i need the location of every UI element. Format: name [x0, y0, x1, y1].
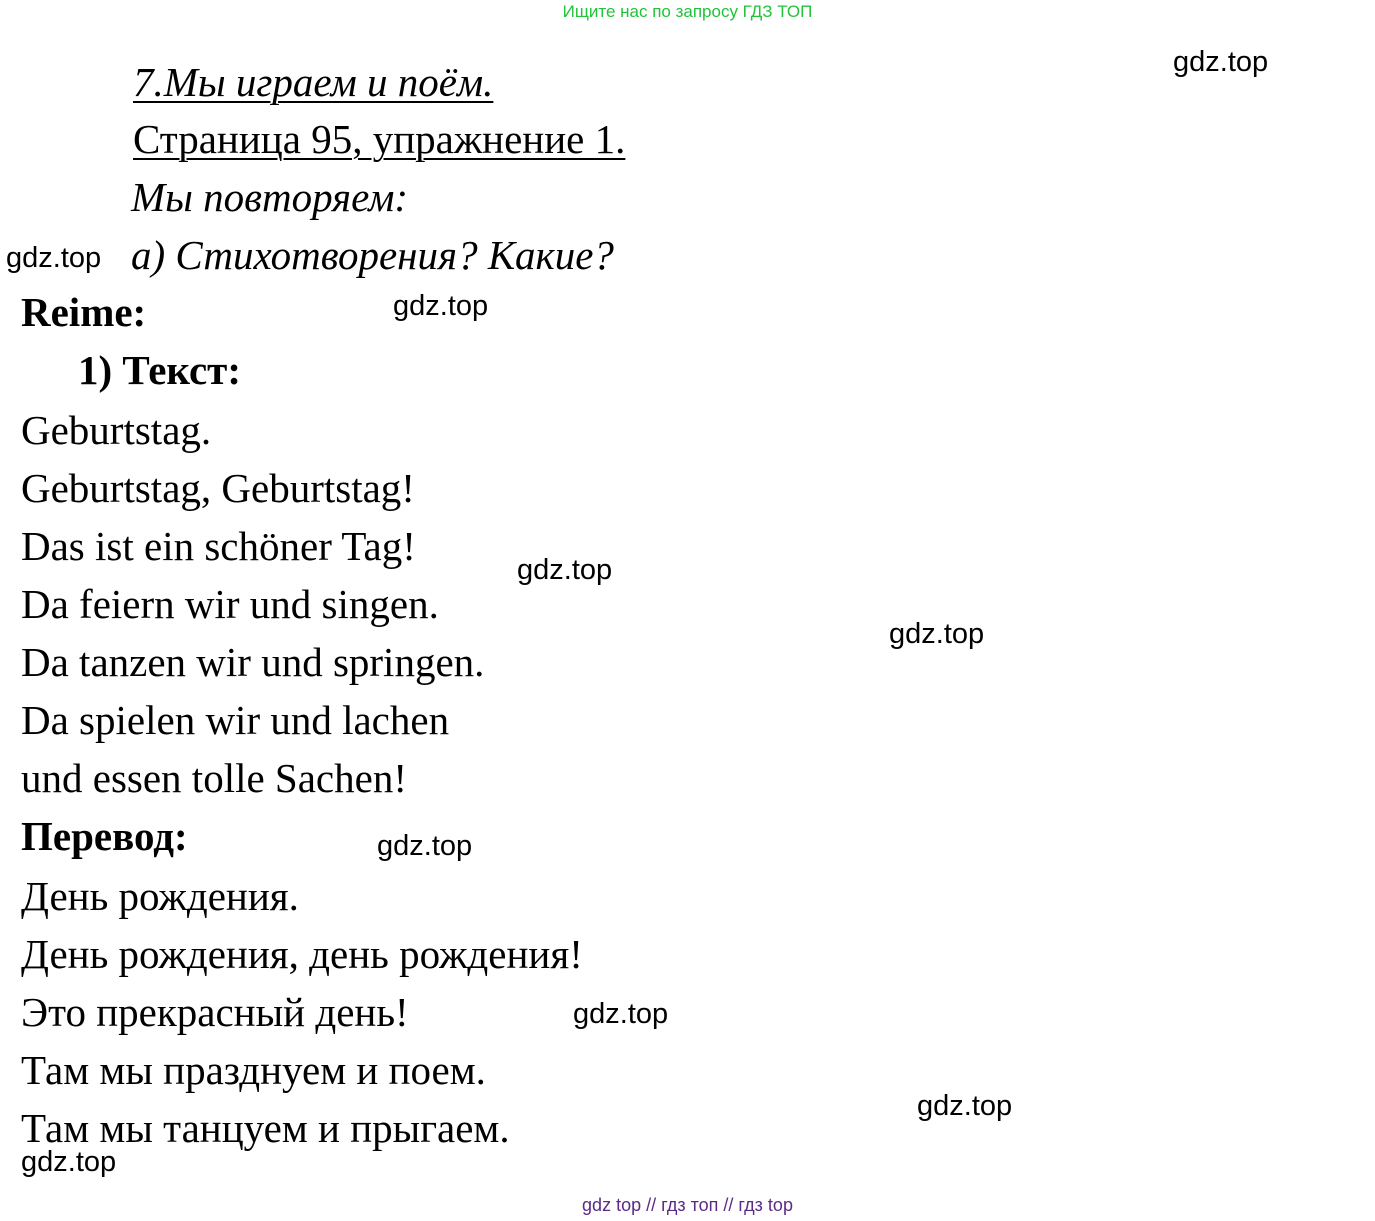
watermark: gdz.top [889, 618, 985, 650]
poem-de-line: Geburtstag. [21, 407, 212, 453]
poem-de-line: und essen tolle Sachen! [21, 755, 407, 801]
poem-ru-line: Там мы танцуем и прыгаем. [21, 1105, 510, 1151]
translation-label: Перевод: [21, 813, 188, 859]
watermark: gdz.top [393, 290, 489, 322]
text-label: 1) Текст: [78, 347, 241, 393]
reime-label: Reime: [21, 289, 147, 335]
poem-ru-line: День рождения, день рождения! [21, 931, 583, 977]
footer-links: gdz top // гдз топ // гдз top [582, 1195, 793, 1215]
watermark: gdz.top [573, 998, 669, 1030]
repeat-heading: Мы повторяем: [131, 174, 409, 220]
watermark: gdz.top [917, 1090, 1013, 1122]
poem-de-line: Das ist ein schöner Tag! [21, 523, 416, 569]
watermark: gdz.top [6, 242, 102, 274]
poem-de-line: Da feiern wir und singen. [21, 581, 439, 627]
page-exercise-title: Страница 95, упражнение 1. [133, 116, 626, 162]
chapter-title: 7.Мы играем и поём. [133, 59, 494, 105]
question-heading: а) Стихотворения? Какие? [131, 232, 614, 278]
watermark: gdz.top [1173, 46, 1269, 78]
poem-de-line: Da spielen wir und lachen [21, 697, 450, 743]
poem-ru-line: Это прекрасный день! [21, 989, 409, 1035]
top-banner: Ищите нас по запросу ГДЗ ТОП [562, 2, 813, 21]
poem-de-line: Da tanzen wir und springen. [21, 639, 485, 685]
poem-ru-line: День рождения. [21, 873, 299, 919]
watermark: gdz.top [377, 830, 473, 862]
poem-de-line: Geburtstag, Geburtstag! [21, 465, 415, 511]
poem-ru-line: Там мы празднуем и поем. [21, 1047, 486, 1093]
watermark: gdz.top [21, 1146, 117, 1178]
watermark: gdz.top [517, 554, 613, 586]
